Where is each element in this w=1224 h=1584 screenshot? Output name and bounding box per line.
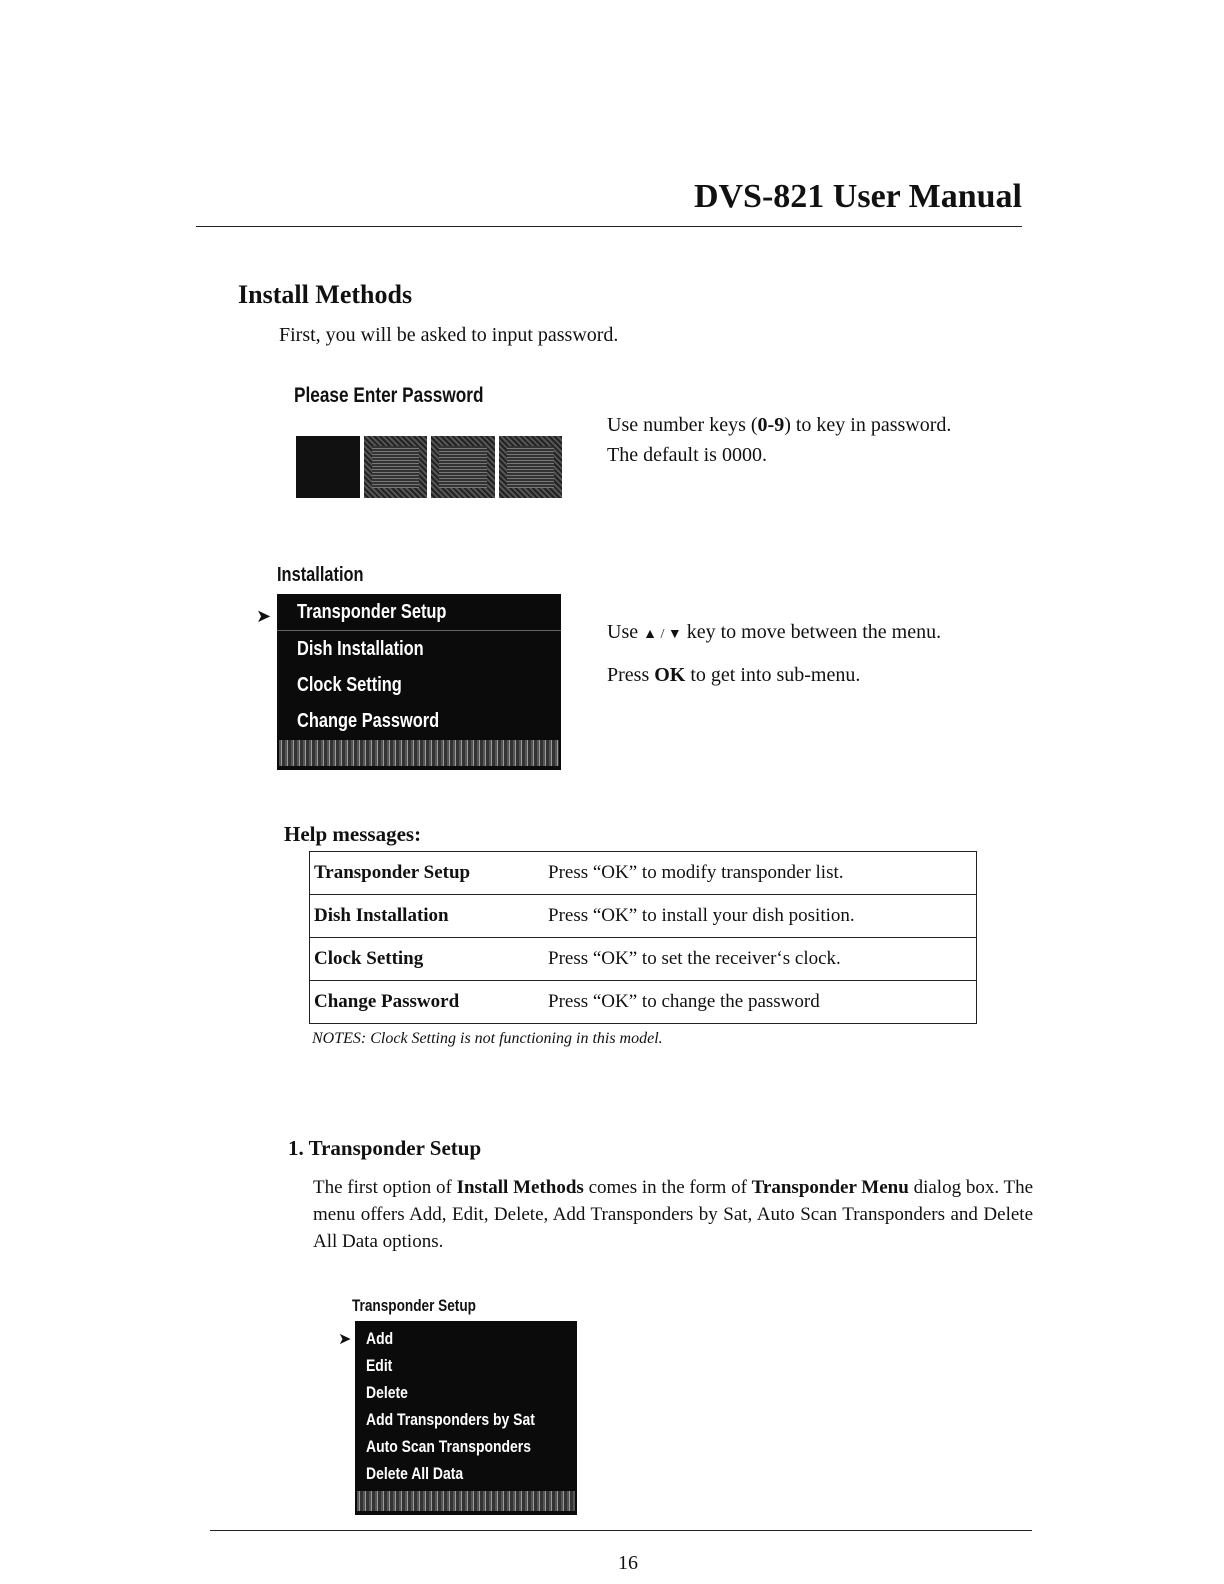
password-digit-4 [499, 436, 563, 498]
installation-menu-title: Installation [277, 564, 364, 586]
help-messages-title: Help messages: [284, 822, 422, 846]
password-input-boxes [296, 436, 562, 498]
menu-item-transponder-setup[interactable]: Transponder Setup [277, 594, 561, 631]
notes [312, 1030, 663, 1048]
menu-item-edit[interactable]: Edit [366, 1356, 393, 1375]
manual-title: DVS-821 User Manual [693, 178, 1022, 215]
page-number: 16 [618, 1552, 638, 1574]
menu-item-change-password[interactable]: Change Password [297, 710, 440, 732]
password-instructions [607, 410, 951, 470]
menu-item-add[interactable]: Add [366, 1329, 394, 1348]
help-item: Transponder Setup [310, 852, 545, 895]
transponder-setup-heading: 1. Transponder Setup [288, 1136, 482, 1160]
installation-menu [277, 594, 561, 770]
section-title: Install Methods [238, 280, 413, 309]
help-message: Press “OK” to install your dish position. [544, 895, 977, 938]
help-message: Press “OK” to modify transponder list. [544, 852, 977, 895]
password-digit-1 [296, 436, 360, 498]
menu-item-auto-scan-transponders[interactable]: Auto Scan Transponders [366, 1437, 531, 1456]
help-item: Change Password [310, 981, 545, 1024]
notes-label: NOTES: [312, 1030, 367, 1047]
installation-instructions [607, 612, 941, 695]
password-instruction-line-1: Use number keys (0-9) to key in password. [607, 414, 952, 436]
table-row [310, 852, 977, 895]
table-row [310, 981, 977, 1024]
menu-item-dish-installation[interactable]: Dish Installation [297, 638, 424, 660]
menu-item-delete-all-data[interactable]: Delete All Data [366, 1464, 464, 1483]
transponder-menu-title: Transponder Setup [352, 1296, 476, 1315]
table-row [310, 938, 977, 981]
password-digit-3 [431, 436, 495, 498]
header-divider [196, 226, 1022, 227]
menu-status-bar [279, 740, 559, 766]
menu-status-bar [357, 1491, 575, 1511]
selection-arrow-icon: ➤ [338, 1329, 352, 1348]
password-instruction-line-2: The default is 0000. [607, 444, 767, 466]
password-dialog-title: Please Enter Password [294, 384, 484, 407]
notes-text: Clock Setting is not functioning in this model. [370, 1030, 663, 1047]
password-digit-2 [364, 436, 428, 498]
menu-item-add-transponders-by-sat[interactable]: Add Transponders by Sat [366, 1410, 535, 1429]
transponder-setup-paragraph: The first option of Install Methods comes in the form of Transponder Menu dialog box. The menu offers Add, Edit, Delete, Add Transponders by Sat, Auto Scan Transponders and Delete All Data options. [313, 1177, 1034, 1252]
help-item: Dish Installation [310, 895, 545, 938]
help-item: Clock Setting [310, 938, 545, 981]
installation-instruction-line-2: Press OK to get into sub-menu. [607, 664, 861, 686]
transponder-menu [355, 1321, 577, 1515]
menu-item-clock-setting[interactable]: Clock Setting [297, 674, 402, 696]
selection-arrow-icon: ➤ [256, 606, 272, 627]
help-messages-table [309, 851, 977, 1024]
help-message: Press “OK” to set the receiver‘s clock. [544, 938, 977, 981]
intro-text: First, you will be asked to input password. [279, 324, 619, 346]
help-message: Press “OK” to change the password [544, 981, 977, 1024]
table-row [310, 895, 977, 938]
footer-divider [210, 1530, 1032, 1531]
installation-instruction-line-1: Use ▲ / ▼ key to move between the menu. [607, 621, 942, 643]
menu-item-delete[interactable]: Delete [366, 1383, 408, 1402]
